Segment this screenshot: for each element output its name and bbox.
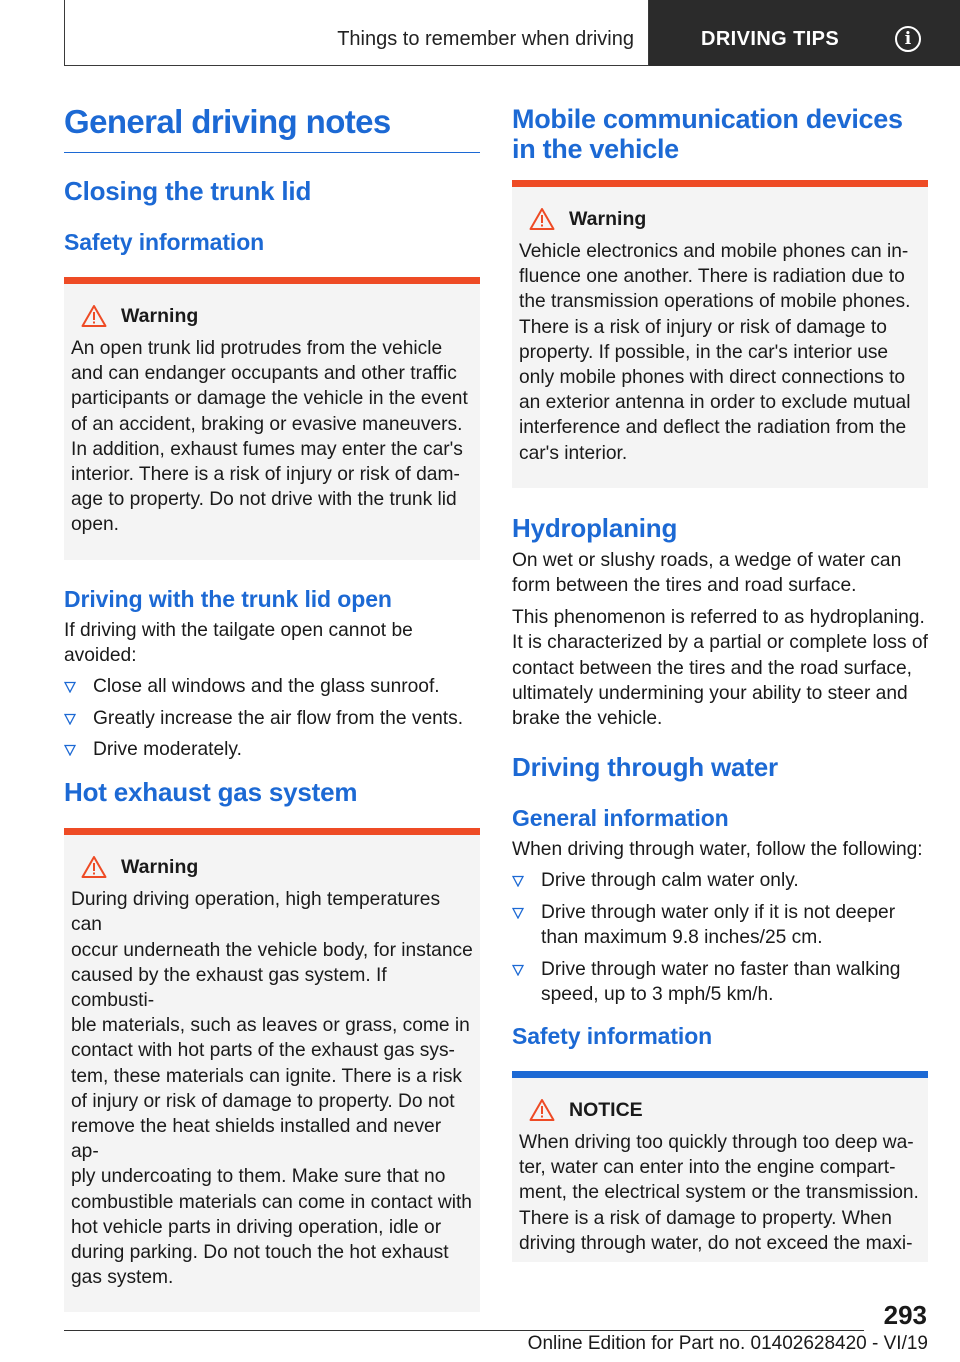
trunk-open-steps — [64, 674, 480, 762]
list-item: Drive moderately. — [64, 737, 480, 762]
warning-label: Warning — [121, 855, 199, 878]
notice-text: When driving too quickly through too deep wa‐ ter, water can enter into the engine compart‐ ment, the electrical system or the transmission. There is a risk of damage to property. When driving through water, do not exceed the maxi‐ — [519, 1132, 919, 1254]
heading-hydroplaning: Hydroplaning — [512, 512, 678, 543]
warning-title — [71, 853, 473, 881]
warning-triangle-icon — [529, 207, 555, 231]
warning-triangle-icon — [81, 304, 107, 328]
heading-driving-trunk-open: Driving with the trunk lid open — [64, 585, 392, 612]
warning-title — [71, 302, 473, 330]
notice-triangle-icon — [529, 1098, 555, 1122]
page-number: 293 — [883, 1300, 927, 1330]
hydroplaning-paragraph-1: On wet or slushy roads, a wedge of water can form between the tires and road surface. — [512, 549, 902, 597]
bullet-triangle-icon — [512, 875, 524, 887]
warning-triangle-icon — [81, 855, 107, 879]
list-item: Drive through water only if it is not deeper than maximum 9.8 inches/25 cm. — [512, 900, 928, 950]
header-chapter-tab — [649, 0, 960, 66]
warning-title — [519, 205, 921, 233]
footer-edition: Online Edition for Part no. 01402628420 - VI/19 — [527, 1333, 928, 1354]
hydroplaning-paragraph-2: This phenomenon is referred to as hydroplaning. It is characterized by a partial or complete loss of contact between the tires and the road surface, ultimately undermining your ability to steer and brake the vehicle. — [512, 607, 928, 730]
footer-divider — [64, 1330, 864, 1331]
list-item: Drive through calm water only. — [512, 868, 928, 893]
heading-safety-information-water: Safety information — [512, 1023, 713, 1050]
warning-box-mobile — [512, 180, 928, 488]
header-chapter-title: DRIVING TIPS — [701, 28, 840, 50]
notice-title — [519, 1096, 921, 1124]
warning-text: During driving operation, high temperatures can occur underneath the vehicle body, for instance caused by the exhaust gas system. If combusti‐ ble materials, such as leaves or grass, come in contact with hot parts of the exhaust gas sys‐ tem, these materials can ignite. There is a risk of injury or risk of damage to property. Do not remove the heat shields installed and never ap‐ ply undercoating to them. Make sure that no combustible materials can come in contact with hot vehicle parts in driving operation, idle or during parking. Do not touch the hot exhaust gas system. — [71, 889, 473, 1289]
bullet-triangle-icon — [512, 964, 524, 976]
heading-closing-trunk-lid: Closing the trunk lid — [64, 176, 312, 206]
header-section-tab — [64, 0, 649, 66]
left-column — [64, 100, 480, 1312]
warning-label: Warning — [569, 207, 647, 230]
header-section-title: Things to remember when driving — [337, 28, 634, 50]
warning-text: An open trunk lid protrudes from the vehicle and can endanger occupants and other traffic participants or damage the vehicle in the event of an accident, braking or evasive maneuvers. In addition, exhaust fumes may enter the car's interior. There is a risk of injury or risk of dam‐ age to property. Do not drive with the trunk lid open. — [71, 338, 468, 536]
heading-hot-exhaust: Hot exhaust gas system — [64, 777, 358, 808]
warning-box-trunk — [64, 277, 480, 560]
warning-box-exhaust — [64, 828, 480, 1312]
bullet-triangle-icon — [64, 681, 76, 693]
heading-general-information: General information — [512, 805, 729, 832]
warning-text: Vehicle electronics and mobile phones can in‐ fluence one another. There is radiation due to the transmission operations of mobile phones. There is a risk of injury or risk of damage to property. If possible, in the car's interior use only mobile phones with direct connections to an exterior antenna in order to exclude mutual interference and deflect the radiation from the car's interior. — [519, 241, 911, 464]
right-column — [512, 100, 928, 1262]
warning-label: Warning — [121, 304, 199, 327]
bullet-triangle-icon — [512, 907, 524, 919]
bullet-triangle-icon — [64, 744, 76, 756]
heading-mobile-devices: Mobile communication devices in the vehicle — [512, 104, 903, 164]
page-title: General driving notes — [64, 100, 480, 153]
heading-driving-through-water: Driving through water — [512, 752, 778, 783]
trunk-open-intro: If driving with the tailgate open cannot be avoided: — [64, 619, 413, 666]
water-steps — [512, 868, 928, 1007]
water-intro: When driving through water, follow the following: — [512, 839, 923, 861]
list-item: Close all windows and the glass sunroof. — [64, 674, 480, 699]
heading-safety-information: Safety information — [64, 229, 265, 255]
notice-box-water — [512, 1071, 928, 1262]
bullet-triangle-icon — [64, 713, 76, 725]
list-item: Greatly increase the air flow from the vents. — [64, 706, 480, 731]
page-header — [64, 0, 960, 66]
list-item: Drive through water no faster than walking speed, up to 3 mph/5 km/h. — [512, 957, 928, 1007]
notice-label: NOTICE — [569, 1098, 643, 1121]
info-circle-icon: i — [895, 26, 921, 52]
